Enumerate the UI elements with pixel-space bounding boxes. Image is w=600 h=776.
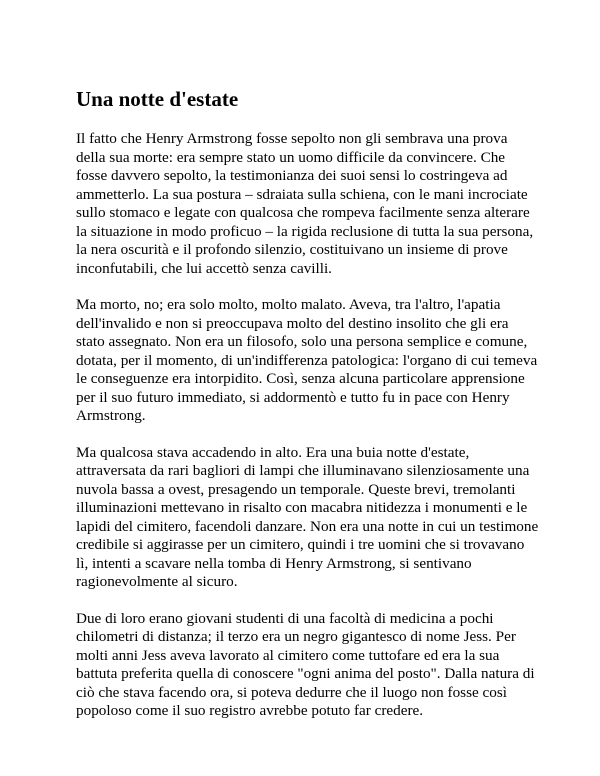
text-line: Ma qualcosa stava accadendo in alto. Era una buia notte d'estate,	[76, 443, 470, 461]
text-line: ragionevolmente al sicuro.	[76, 573, 238, 590]
paragraph-1	[76, 130, 536, 278]
document-page	[76, 86, 539, 739]
text-line: Il fatto che Henry Armstrong fosse sepolto non gli sembrava una prova	[76, 130, 508, 147]
text-line: fosse davvero sepolto, la testimonianza dei suoi sensi lo costringeva ad	[76, 167, 508, 184]
paragraph-3	[76, 443, 539, 592]
text-line: la nera oscurità e il profondo silenzio, costituivano un insieme di prove	[76, 241, 508, 258]
text-line: credibile si aggirasse per un cimitero, quindi i tre uomini che si trovavano	[76, 536, 525, 553]
text-line: battuta preferita quella di conoscere "ogni anima del posto". Dalla natura di	[76, 665, 535, 682]
text-line: la situazione in modo proficuo – la rigida reclusione di tutta la sua persona,	[76, 222, 534, 240]
text-line: illuminazioni mettevano in risalto con macabra nitidezza i monumenti e le	[76, 499, 528, 516]
text-line: lì, intenti a scavare nella tomba di Henry Armstrong, si sentivano	[76, 554, 472, 572]
text-line: della sua morte: era sempre stato un uomo difficile da convincere. Che	[76, 148, 506, 166]
text-line: lapidi del cimitero, facendoli danzare. Non era una notte in cui un testimone	[76, 517, 539, 535]
text-line: Ma morto, no; era solo molto, molto malato. Aveva, tra l'altro, l'apatia	[76, 296, 501, 313]
text-line: sullo stomaco e legate con qualcosa che rompeva facilmente senza alterare	[76, 204, 530, 221]
text-line: per il suo futuro immediato, si addormentò e tutto fu in pace con Henry	[76, 388, 510, 406]
paragraph-4	[76, 610, 536, 721]
text-line: chilometri di distanza; il terzo era un negro gigantesco di nome Jess. Per	[76, 628, 516, 645]
text-line: Due di loro erano giovani studenti di una facoltà di medicina a pochi	[76, 609, 494, 627]
text-line: dotata, per il momento, di un'indifferenza patologica: l'organo di cui temeva	[76, 351, 538, 369]
text-line: ammetterlo. La sua postura – sdraiata sulla schiena, con le mani incrociate	[76, 185, 528, 203]
text-line: dell'invalido e non si preoccupava molto del destino insolito che gli era	[76, 314, 509, 332]
text-line: molti anni Jess aveva lavorato al cimitero come tuttofare ed era la sua	[76, 646, 500, 664]
paragraph-2	[76, 296, 536, 426]
text-line: le conseguenze era intorpidito. Così, senza alcuna particolare apprensione	[76, 370, 525, 387]
text-line: popoloso come il suo registro avrebbe potuto far credere.	[76, 702, 424, 719]
text-line: stato assegnato. Non era un filosofo, solo una persona semplice e comune,	[76, 333, 528, 350]
text-line: nuvola bassa a ovest, presagendo un temporale. Queste brevi, tremolanti	[76, 480, 516, 498]
text-line: inconfutabili, che lui accettò senza cavilli.	[76, 259, 332, 277]
text-line: attraversata da rari bagliori di lampi che illuminavano silenziosamente una	[76, 462, 530, 479]
text-line: Armstrong.	[76, 407, 146, 424]
text-line: ciò che stava facendo ora, si poteva dedurre che il luogo non fosse così	[76, 683, 508, 701]
document-title: Una notte d'estate	[76, 87, 239, 111]
